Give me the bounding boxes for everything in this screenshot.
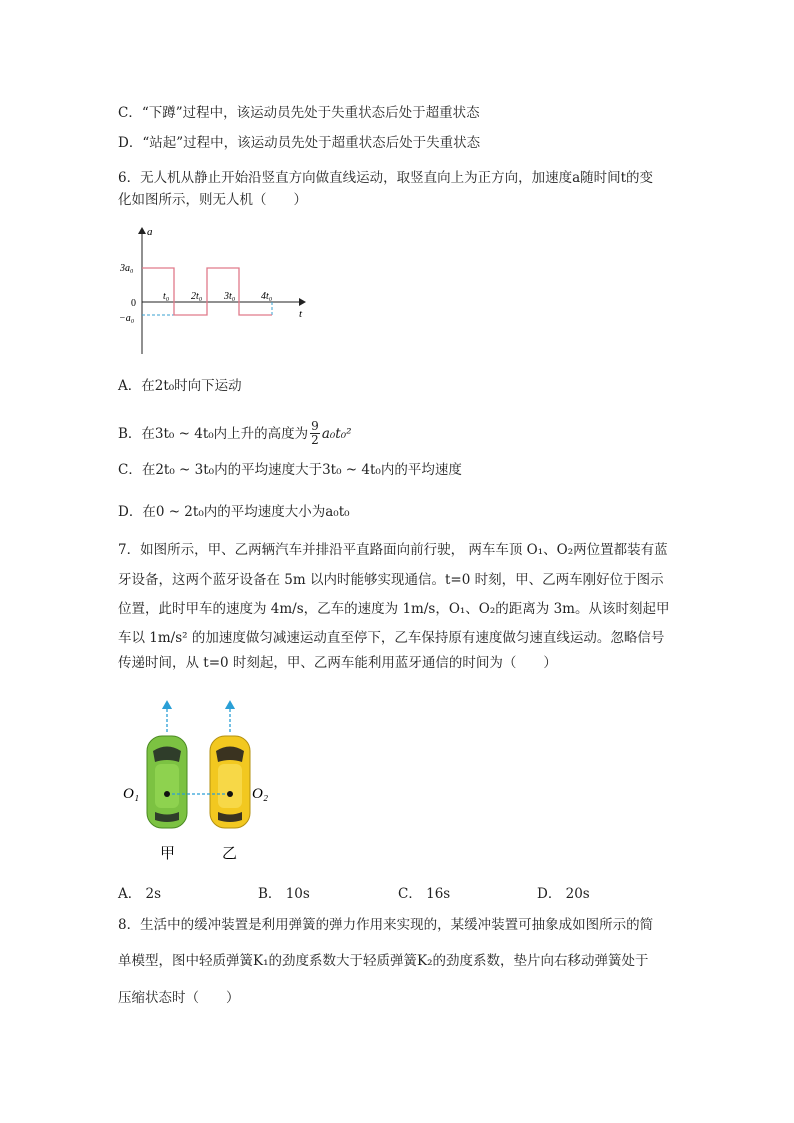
q7-option-a: A． 2s bbox=[118, 886, 162, 902]
car-yi bbox=[210, 736, 250, 828]
q8-stem-line2: 单模型，图中轻质弹簧K₁的劲度系数大于轻质弹簧K₂的劲度系数，垫片向右移动弹簧处于 bbox=[118, 953, 649, 969]
fraction-denominator: 2 bbox=[311, 433, 319, 447]
q6-stem-line1: 6．无人机从静止开始沿竖直方向做直线运动，取竖直向上为正方向，加速度a随时间t的变 bbox=[118, 170, 654, 186]
tick-zero: 0 bbox=[131, 298, 136, 309]
q6-option-b-text: B．在3t₀ ~ 4t₀内上升的高度为 bbox=[118, 425, 309, 442]
tick-t0: t₀ bbox=[163, 291, 170, 302]
point-o1 bbox=[164, 791, 170, 797]
q6-option-c: C．在2t₀ ~ 3t₀内的平均速度大于3t₀ ~ 4t₀内的平均速度 bbox=[118, 462, 462, 478]
q5-option-c: C．“下蹲”过程中，该运动员先处于失重状态后处于超重状态 bbox=[118, 105, 480, 121]
car-jia bbox=[147, 736, 187, 828]
q6-option-b-expr: a₀t₀² bbox=[321, 425, 352, 442]
tick-3a0: 3a₀ bbox=[120, 263, 134, 274]
q5-option-d: D．“站起”过程中，该运动员先处于超重状态后处于失重状态 bbox=[118, 135, 481, 151]
label-o2: O₂ bbox=[252, 786, 269, 802]
q7-stem-line4: 车以 1m/s² 的加速度做匀减速运动直至停下，乙车保持原有速度做匀速直线运动。忽略信号 bbox=[118, 630, 665, 646]
t-axis-label: t bbox=[299, 308, 303, 320]
q7-stem-line2: 牙设备，这两个蓝牙设备在 5m 以内时能够实现通信。t=0 时刻，甲、乙两车刚好位于图示 bbox=[118, 572, 664, 588]
q6-option-d: D．在0 ~ 2t₀内的平均速度大小为a₀t₀ bbox=[118, 504, 350, 520]
q6-option-b bbox=[118, 420, 352, 447]
q7-stem-line5: 传递时间，从 t=0 时刻起，甲、乙两车能利用蓝牙通信的时间为（ ） bbox=[118, 655, 557, 671]
tick-4t0: 4t₀ bbox=[261, 291, 273, 302]
two-cars-figure bbox=[118, 696, 288, 866]
tick-3t0: 3t₀ bbox=[224, 291, 236, 302]
fraction bbox=[310, 420, 320, 447]
q7-option-b: B． 10s bbox=[258, 886, 310, 902]
a-axis-label: a bbox=[147, 226, 153, 238]
q8-stem-line3: 压缩状态时（ ） bbox=[118, 990, 240, 1006]
q7-stem-line3: 位置，此时甲车的速度为 4m/s，乙车的速度为 1m/s，O₁、O₂的距离为 3m。从该时刻起甲 bbox=[118, 601, 670, 617]
acceleration-curve bbox=[142, 268, 272, 315]
q8-stem-line1: 8．生活中的缓冲装置是利用弹簧的弹力作用来实现的，某缓冲装置可抽象成如图所示的简 bbox=[118, 917, 654, 933]
q7-stem-line1: 7．如图所示，甲、乙两辆汽车并排沿平直路面向前行驶， 两车车顶 O₁、O₂两位置都装有蓝 bbox=[118, 542, 668, 558]
q6-option-a: A．在2t₀时向下运动 bbox=[118, 378, 242, 394]
car-yi-label: 乙 bbox=[222, 846, 238, 862]
acceleration-time-graph bbox=[115, 222, 315, 362]
q6-stem-line2: 化如图所示，则无人机（ ） bbox=[118, 192, 307, 208]
tick-neg-a0: −a₀ bbox=[119, 313, 135, 324]
q7-option-c: C． 16s bbox=[398, 886, 451, 902]
tick-2t0: 2t₀ bbox=[191, 291, 203, 302]
car-jia-label: 甲 bbox=[160, 846, 176, 862]
point-o2 bbox=[227, 791, 233, 797]
fraction-numerator: 9 bbox=[311, 419, 319, 433]
label-o1: O₁ bbox=[123, 786, 140, 802]
q7-option-d: D． 20s bbox=[537, 886, 590, 902]
